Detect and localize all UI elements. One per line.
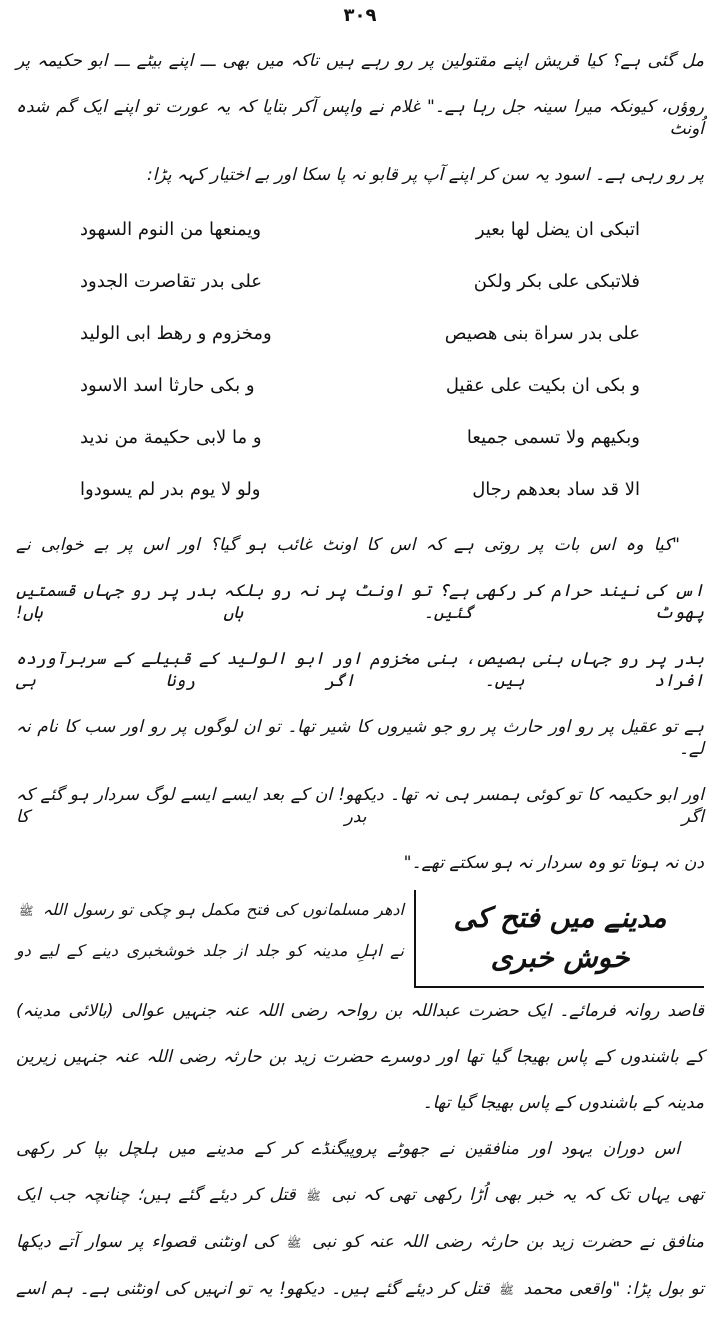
text-line: مل گئی ہے؟ کیا قریش اپنے مقتولین پر رو رہے ہیں تاکہ میں بھی ـــ اپنے بیٹے ـــ ابو حکیمہ پر [16, 51, 704, 71]
verse-first-hemistich: و بكى ان بكيت على عقيل [445, 375, 640, 396]
verse-first-hemistich: وبكيهم ولا تسمى جميعا [466, 427, 640, 448]
text-line [16, 1219, 704, 1266]
verse-first-hemistich: الا قد ساد بعدهم رجال [472, 479, 640, 500]
verse-second-hemistich: ويمنعها من النوم السهود [80, 219, 262, 240]
text-line: نے اہلِ مدینہ کو جلد از جلد خوشخبری دینے کے لیے دو [16, 941, 404, 960]
text-line: اس دوران یہود اور منافقین نے جھوٹے پروپیگنڈے کر کے مدینے میں ہلچل بپا کر رکھی [16, 1139, 680, 1159]
section-heading-box [414, 890, 704, 988]
line-segment: کی اونٹنی قصواء پر سوار آتے دیکھا [16, 1232, 276, 1252]
honorific-symbol: ﷺ [19, 904, 34, 918]
honorific-symbol: ﷺ [499, 1283, 514, 1297]
paragraph-intro [16, 38, 704, 198]
text-line [16, 1172, 704, 1219]
text-line: روؤں، کیونکہ میرا سینہ جل رہا ہے۔" غلام نے واپس آکر بتایا کہ یہ عورت تو اپنے ایک گم شدہ اُونٹ [16, 97, 704, 139]
text-line [16, 1266, 704, 1313]
page-number: ۳۰۹ [343, 5, 377, 26]
text-line: "کیا وہ اس بات پر روتی ہے کہ اس کا اونٹ غائب ہو گیا؟ اور اس پر بے خوابی نے [16, 535, 680, 555]
paragraph-translation [16, 522, 704, 886]
section-side-text [16, 890, 414, 988]
line-segment: قتل کر دیئے گئے ہیں؛ چنانچہ جب ایک [16, 1185, 296, 1205]
text-line: بدر پر رو جہاں بنی ہصیص، بنی مخزوم اور ابو الولید کے قبیلے کے سربرآوردہ افراد ہیں۔ اگر رونا ہی [16, 649, 704, 691]
text-line: قاصد روانہ فرمائے۔ ایک حضرت عبداللہ بن رواحہ رضی اللہ عنہ جنہیں عوالی (بالائی مدینہ) [16, 1001, 704, 1021]
text-line: ہے تو عقیل پر رو اور حارث پر رو جو شیروں کا شیر تھا۔ تو ان لوگوں پر رو اور سب کا نام نہ لے۔ [16, 717, 704, 759]
paragraph-rumours [16, 1126, 704, 1313]
honorific-symbol: ﷺ [306, 1189, 321, 1203]
poem-verse [80, 464, 640, 516]
text-line: اس کی نیند حرام کر رکھی ہے؟ تو اونٹ پر نہ رو بلکہ بدر پر رو جہاں قسمتیں پھوٹ گئیں۔ ہاں ہاں! [16, 581, 704, 623]
poem-verse [80, 412, 640, 464]
section-heading: مدینے میں فتح کی خوش خبری [453, 901, 667, 974]
poem-verse [80, 256, 640, 308]
honorific-symbol: ﷺ [286, 1236, 302, 1250]
verse-first-hemistich: على بدر سراة بنى هصيص [444, 323, 640, 344]
text-line: کے باشندوں کے پاس بھیجا گیا تھا اور دوسرے حضرت زید بن حارثہ رضی اللہ عنہ جنہیں زیرین [16, 1047, 704, 1067]
verse-second-hemistich: ولو لا يوم بدر لم يسودوا [80, 479, 261, 500]
verse-second-hemistich: و بكى حارثا اسد الاسود [80, 375, 255, 396]
arabic-poem [16, 198, 704, 522]
poem-verse [80, 204, 640, 256]
line-segment: تو بول پڑا: "واقعی محمد [523, 1279, 705, 1299]
line-segment: تھی یہاں تک کہ یہ خبر بھی اُڑا رکھی تھی کہ نبی [331, 1185, 705, 1205]
text-line: دن نہ ہوتا تو وہ سردار نہ ہو سکتے تھے۔" [403, 853, 704, 873]
verse-second-hemistich: ومخزوم و رهط ابى الوليد [80, 323, 272, 344]
poem-verse [80, 360, 640, 412]
line-segment: منافق نے حضرت زید بن حارثہ رضی اللہ عنہ کو نبی [312, 1232, 705, 1252]
verse-second-hemistich: على بدر تقاصرت الجدود [80, 271, 263, 292]
verse-first-hemistich: اتبكى ان يضل لها بعير [475, 219, 640, 240]
text-line: پر رو رہی ہے۔ اسود یہ سن کر اپنے آپ پر قابو نہ پا سکا اور بے اختیار کہہ پڑا: [146, 165, 704, 185]
text-line [16, 890, 404, 931]
section-news-of-victory [16, 890, 704, 988]
verse-first-hemistich: فلاتبكى على بكر ولكن [473, 271, 640, 292]
side-line-text: ادھر مسلمانوں کی فتح مکمل ہو چکی تو رسول اللہ [42, 900, 404, 919]
text-line: اور ابو حکیمہ کا تو کوئی ہمسر ہی نہ تھا۔ دیکھو! ان کے بعد ایسے ایسے لوگ سردار ہو گئے کہ اگر بدر کا [16, 785, 704, 827]
line-segment: قتل کر دیئے گئے ہیں۔ دیکھو! یہ تو انہیں کی اونٹنی ہے۔ ہم اسے [16, 1279, 490, 1299]
poem-verse [80, 308, 640, 360]
text-line: مدینہ کے باشندوں کے پاس بھیجا گیا تھا۔ [422, 1093, 704, 1113]
verse-second-hemistich: و ما لابى حكيمة من نديد [80, 427, 262, 448]
paragraph-messengers [16, 988, 704, 1126]
